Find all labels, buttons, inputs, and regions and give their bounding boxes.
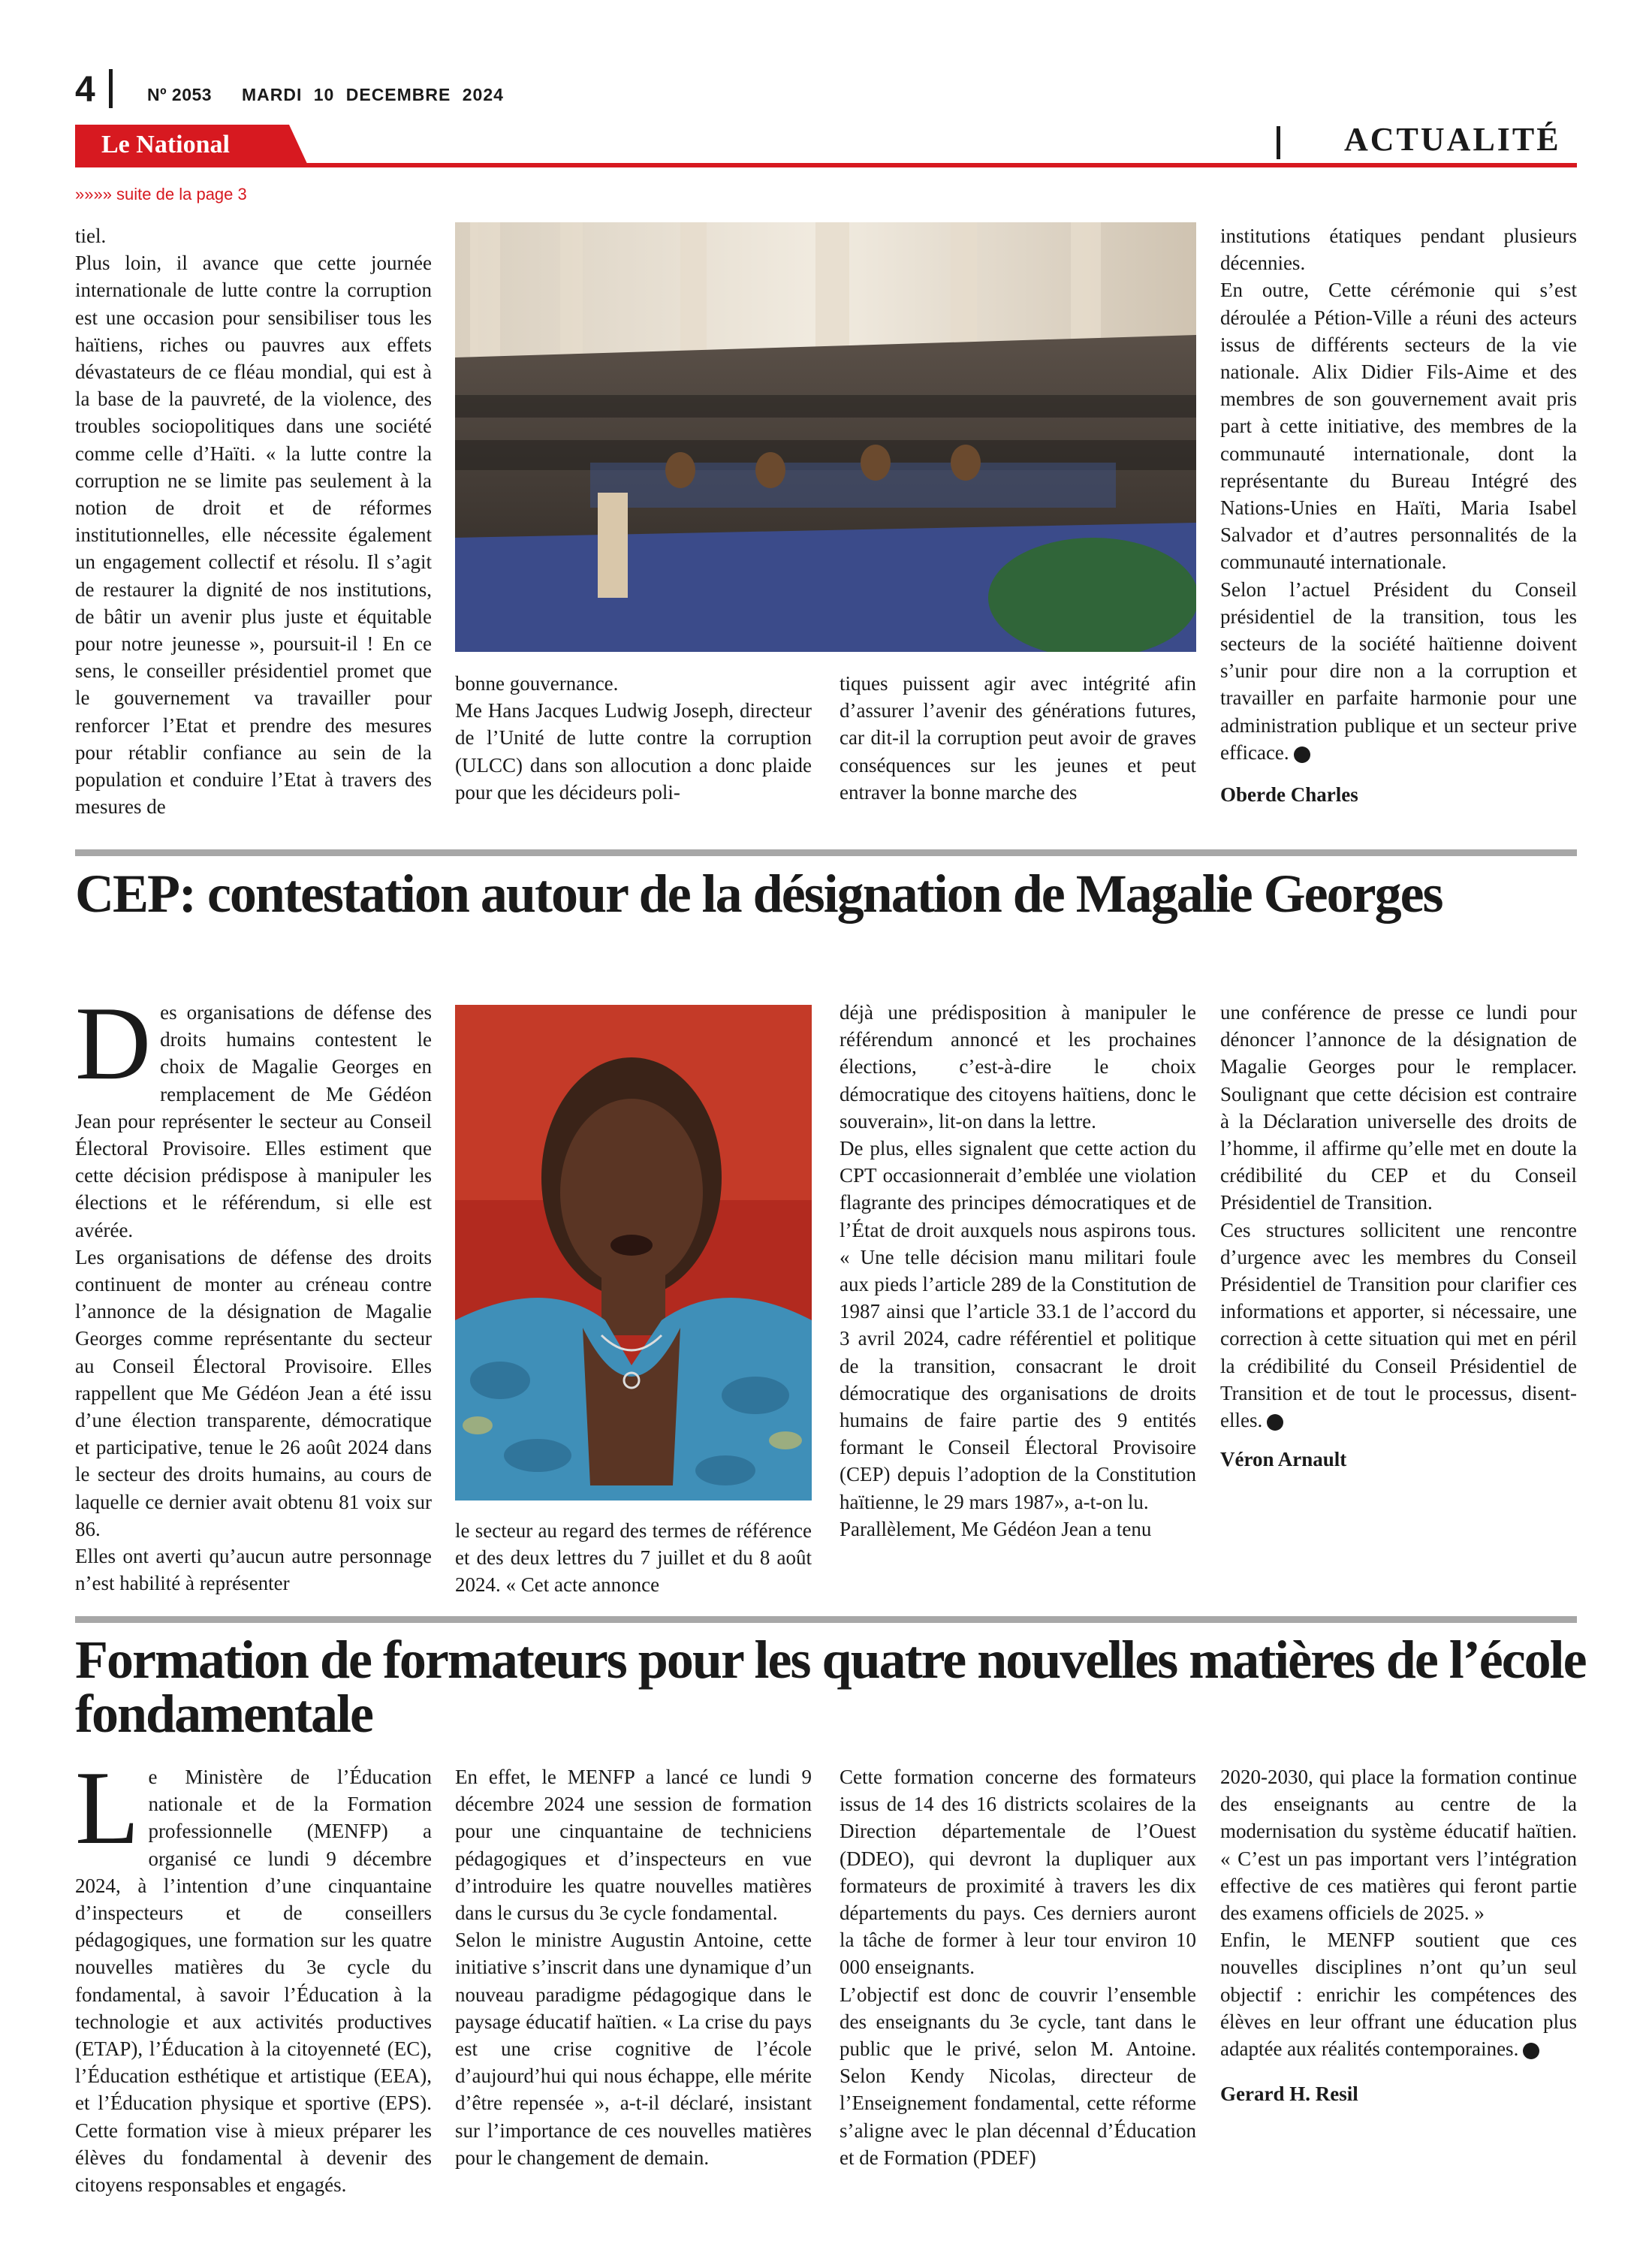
article-separator <box>75 1616 1577 1623</box>
article2-col4 <box>1220 999 1577 1473</box>
article1-author: Oberde Charles <box>1220 783 1358 807</box>
article3-col4 <box>1220 1763 1577 2107</box>
article1-col2 <box>455 670 812 806</box>
article2-col2 <box>455 1517 812 1599</box>
magalie-georges-photo <box>455 1005 812 1500</box>
article3-col2 <box>455 1763 812 2171</box>
article2-col1 <box>75 985 432 1597</box>
conference-audience-photo <box>455 222 1196 652</box>
article3-col3 <box>840 1763 1196 2171</box>
article2-author: Véron Arnault <box>1220 1448 1347 1471</box>
header-divider <box>109 69 113 108</box>
article1-col4 <box>1220 222 1577 808</box>
article-separator <box>75 849 1577 856</box>
continued-label: »»»» suite de la page 3 <box>75 185 247 204</box>
article3-col4-text: 2020-2030, qui place la formation continue des enseignants au centre de la modernisation du système éducatif haïtien. « C’est un pas important vers l’intégration effective de ces matières qui feront partie des examens officiels de 2025. » Enfin, le MENFP soutient que ces nouvelles disciplines n’ont qu’un seul objectif : enrichir les compétences des élèves en leur offrant une éducation plus adaptée aux réalités contemporaines. <box>1220 1766 1577 2061</box>
article2-col2-text: le secteur au regard des termes de référence et des deux lettres du 7 juillet et du 8 août 2024. « Cet acte annonce <box>455 1519 812 1597</box>
article1-col1-text: tiel. Plus loin, il avance que cette journée internationale de lutte contre la corruption est une occasion pour sensibiliser tous les haïtiens, riches ou pauvres aux effets dévastateurs de ce fléau mondial, qui est à la base de la pauvreté, de la violence, des troubles sociopolitiques dans une société comme celle d’Haïti. « la lutte contre la corruption ne se limite pas seulement à la notion de droit et de réformes institutionnelles, elle nécessite également un engagement collectif et résolu. Il s’agit de restaurer la dignité de nos institutions, de bâtir un avenir plus juste et équitable pour notre jeunesse », poursuit-il ! En ce sens, le conseiller présidentiel promet que le gouvernement va travailler pour renforcer l’Etat et prendre des mesures pour rétablir confiance au sein de la population et conduire l’Etat à travers des mesures de <box>75 225 432 819</box>
end-of-article-icon <box>1267 1414 1283 1431</box>
article3-author: Gerard H. Resil <box>1220 2083 1358 2106</box>
end-of-article-icon <box>1294 746 1310 763</box>
issue-date: MARDI 10 DECEMBRE 2024 <box>242 85 504 104</box>
article2-col4-text: une conférence de presse ce lundi pour dénoncer l’annonce de la désignation de Magalie Georges pour le remplacer. Soulignant que cette décision est contraire à la Déclaration universelle des droits de l’homme, il affirme qu’elle met en doute la crédibilité du CEP et du Conseil Présidentiel de Transition. Ces structures sollicitent une rencontre d’urgence avec les membres du Conseil Présidentiel de Transition pour clarifier ces informations et apporter, si nécessaire, une correction à cette situation qui met en péril la crédibilité du Conseil Présidentiel de Transition et de tout le processus, disent-elles. <box>1220 1001 1577 1432</box>
article3-dropcap: L <box>75 1750 140 1866</box>
article2-dropcap: D <box>75 985 152 1102</box>
article1-col1 <box>75 222 432 820</box>
section-title: ACTUALITÉ <box>1344 121 1561 158</box>
article1-col3-text: tiques puissent agir avec intégrité afin d’assurer l’avenir des générations futures, car dit-il la corruption peut avoir de graves conséquences sur les jeunes et peut entraver la bonne marche des <box>840 672 1196 804</box>
article3-col1 <box>75 1750 432 2198</box>
article1-col3 <box>840 670 1196 806</box>
header-red-rule <box>75 163 1577 167</box>
article1-col2-text: bonne gouvernance. Me Hans Jacques Ludwig Joseph, directeur de l’Unité de lutte contre la corruption (ULCC) dans son allocution a donc plaide pour que les décideurs poli- <box>455 672 812 804</box>
article2-headline: CEP: contestation autour de la désignation de Magalie Georges <box>75 864 1442 924</box>
article2-col3 <box>840 999 1196 1543</box>
article2-col3-text: déjà une prédisposition à manipuler le référendum annoncé et les prochaines élections, c’est-à-dire le choix démocratique des citoyens haïtiens, donc le souverain», lit-on dans la lettre. De plus, elles signalent que cette action du CPT occasionnerait d’emblée une violation flagrante des principes démocratiques et de l’État de droit auxquels nous aspirons tous. « Une telle décision manu militari foule aux pieds l’article 289 de la Constitution de 1987 ainsi que l’article 33.1 de l’accord du 3 avril 2024, cadre référentiel et politique de la transition, consacrant le droit démocratique des organisations de droits humains de faire partie des 9 entités formant le Conseil Électoral Provisoire (CEP) depuis l’adoption de la Constitution haïtienne, le 29 mars 1987», a-t-on lu. Parallèlement, Me Gédéon Jean a tenu <box>840 1001 1196 1540</box>
article3-col1-text: e Ministère de l’Éducation nationale et de la Formation professionnelle (MENFP) a organisé ce lundi 9 décembre 2024, à l’intention d’une cinquantaine d’inspecteurs et de conseillers pédagogiques, une formation sur les quatre nouvelles matières du 3e cycle du fondamental, à savoir l’Éducation à la technologie et aux activités productives (ETAP), l’Éducation à la citoyenneté (EC), l’Éducation esthétique et artistique (EEA), et l’Éducation physique et sportive (EPS). Cette formation vise à mieux préparer les élèves du fondamental à devenir des citoyens responsables et engagés. <box>75 1766 432 2197</box>
article3-col3-text: Cette formation concerne des formateurs issus de 14 des 16 districts scolaires de la Direction départementale de l’Ouest (DDEO), qui devront la dupliquer aux formateurs de proximité à travers les dix départements du pays. Ces derniers auront la tâche de former à leur tour environ 10 000 enseignants. L’objectif est donc de couvrir l’ensemble des enseignants du 3e cycle, tant dans le public que le privé, selon M. Antoine. Selon Kendy Nicolas, directeur de l’Enseignement fondamental, cette réforme s’aligne avec le plan décennal d’Éducation et de Formation (PDEF) <box>840 1766 1196 2169</box>
section-divider <box>1277 126 1280 159</box>
article2-col1-text: es organisations de défense des droits humains contestent le choix de Magalie Georges en remplacement de Me Gédéon Jean pour représenter le secteur au Conseil Électoral Provisoire. Elles estiment que cette décision prédispose à manipuler les élections et le référendum, si elle est avérée. Les organisations de défense des droits continuent de monter au créneau contre l’annonce de la désignation de Magalie Georges comme représentante du secteur au Conseil Électoral Provisoire. Elles rappellent que Me Gédéon Jean a été issu d’une élection transparente, démocratique et participative, tenue le 26 août 2024 dans le secteur des droits humains, au cours de laquelle ce dernier avait obtenu 81 voix sur 86. Elles ont averti qu’aucun autre personnage n’est habilité à représenter <box>75 1001 432 1595</box>
brand-name: Le National <box>101 131 230 158</box>
article3-headline: Formation de formateurs pour les quatre nouvelles matières de l’école fondamentale <box>75 1630 1586 1744</box>
page-number: 4 <box>75 70 95 110</box>
issue-number: Nº 2053 <box>147 85 213 104</box>
article1-col4-text: institutions étatiques pendant plusieurs décennies. En outre, Cette cérémonie qui s’est déroulée a Pétion-Ville a réuni des acteurs issus de différents secteurs de la vie nationale. Alix Didier Fils-Aime et des membres de son gouvernement avait pris part à cette initiative, des membres de la communauté internationale, dont la représentante du Bureau Intégré des Nations-Unies en Haïti, Maria Isabel Salvador et d’autres personnalités de la communauté internationale. Selon l’actuel Président du Conseil présidentiel de la transition, tous les secteurs de la société haïtienne doivent s’unir pour dire non a la corruption et travailler en parfaite harmonie pour une administration publique et un secteur prive efficace. <box>1220 225 1577 764</box>
end-of-article-icon <box>1523 2043 1539 2059</box>
article3-col2-text: En effet, le MENFP a lancé ce lundi 9 décembre 2024 une session de formation pour une cinquantaine de techniciens pédagogiques et d’inspecteurs en vue d’introduire les quatre nouvelles matières dans le cursus du 3e cycle fondamental. Selon le ministre Augustin Antoine, cette initiative s’inscrit dans une dynamique d’un nouveau paradigme pédagogique dans le paysage éducatif haïtien. « La crise du pays est une crise cognitive de l’école d’aujourd’hui qui nous échappe, elle mérite d’être repensée », a-t-il déclaré, insistant sur l’importance de ces nouvelles matières pour le changement de demain. <box>455 1766 812 2169</box>
